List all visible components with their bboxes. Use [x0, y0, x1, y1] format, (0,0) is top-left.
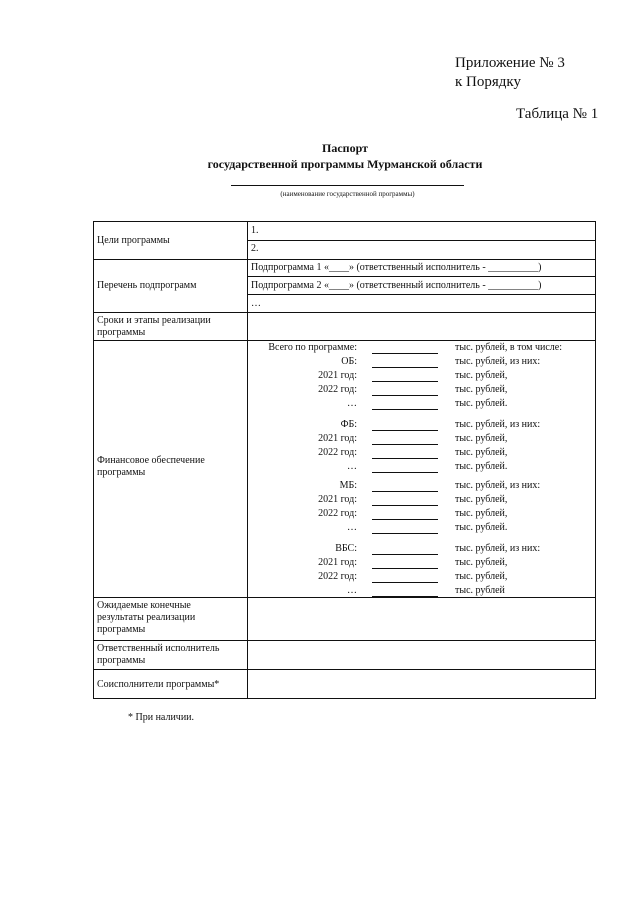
finance-row — [94, 585, 595, 599]
finance-amount-blank — [372, 353, 438, 354]
finance-row — [94, 461, 595, 475]
goal-item-1: 1. — [251, 225, 259, 236]
finance-row-unit: тыс. рублей, из них: — [455, 356, 541, 367]
finance-row — [94, 419, 595, 433]
finance-amount-blank — [372, 444, 438, 445]
row-divider — [94, 340, 595, 341]
row-divider — [94, 312, 595, 313]
finance-row-label: 2022 год: — [318, 384, 357, 395]
results-label — [97, 600, 195, 636]
finance-row-unit: тыс. рублей, — [455, 557, 508, 568]
finance-row — [94, 557, 595, 571]
finance-row-label: 2022 год: — [318, 571, 357, 582]
finance-amount-blank — [372, 472, 438, 473]
terms-label-line-2: программы — [97, 327, 146, 338]
appendix-header — [455, 54, 565, 92]
finance-row-label: ОБ: — [341, 356, 357, 367]
finance-row-unit: тыс. рублей. — [455, 522, 508, 533]
finance-row-label: Всего по программе: — [268, 342, 357, 353]
finance-row — [94, 480, 595, 494]
finance-amount-blank — [372, 568, 438, 569]
row-divider — [94, 669, 595, 670]
subrow-divider — [247, 294, 595, 295]
finance-row-unit: тыс. рублей, — [455, 447, 508, 458]
finance-row-label: 2021 год: — [318, 557, 357, 568]
finance-row-label: … — [347, 461, 357, 472]
responsible-label-line-1: Ответственный исполнитель — [97, 643, 220, 654]
finance-row-unit: тыс. рублей, из них: — [455, 480, 541, 491]
subprogram-item-1: Подпрограмма 1 «____» (ответственный исполнитель - __________) — [251, 262, 542, 273]
finance-row — [94, 508, 595, 522]
program-name-caption: (наименование государственной программы) — [280, 190, 415, 198]
row-divider — [94, 259, 595, 260]
finance-row-unit: тыс. рублей, из них: — [455, 419, 541, 430]
finance-row — [94, 571, 595, 585]
finance-row-label: 2021 год: — [318, 433, 357, 444]
finance-amount-blank — [372, 430, 438, 431]
responsible-label — [97, 643, 219, 667]
finance-row — [94, 370, 595, 384]
title-line-2: государственной программы Мурманской области — [207, 157, 483, 171]
finance-amount-blank — [372, 582, 438, 583]
row-divider — [94, 640, 595, 641]
finance-row — [94, 447, 595, 461]
appendix-line-1: Приложение № 3 — [455, 55, 565, 71]
finance-row — [94, 494, 595, 508]
finance-amount-blank — [372, 395, 438, 396]
finance-row-unit: тыс. рублей, — [455, 370, 508, 381]
finance-row — [94, 522, 595, 536]
finance-row-label: … — [347, 585, 357, 596]
finance-row-label: … — [347, 522, 357, 533]
finance-amount-blank — [372, 367, 438, 368]
finance-amount-blank — [372, 381, 438, 382]
finance-amount-blank — [372, 533, 438, 534]
finance-amount-blank — [372, 505, 438, 506]
results-label-line-3: программы — [97, 624, 146, 635]
coexecutors-label: Соисполнители программы* — [97, 679, 220, 690]
terms-label — [97, 315, 211, 339]
finance-row-label: 2022 год: — [318, 447, 357, 458]
finance-row-unit: тыс. рублей — [455, 585, 505, 596]
subprograms-label: Перечень подпрограмм — [97, 280, 197, 291]
finance-row-unit: тыс. рублей. — [455, 461, 508, 472]
finance-row-label: ВБС: — [335, 543, 357, 554]
finance-row-unit: тыс. рублей, из них: — [455, 543, 541, 554]
finance-amount-blank — [372, 491, 438, 492]
finance-row-label: 2022 год: — [318, 508, 357, 519]
finance-row — [94, 356, 595, 370]
goal-item-2: 2. — [251, 243, 259, 254]
subprogram-item-2: Подпрограмма 2 «____» (ответственный исполнитель - __________) — [251, 280, 542, 291]
goals-label: Цели программы — [97, 235, 170, 246]
finance-row-label: 2021 год: — [318, 494, 357, 505]
finance-row — [94, 543, 595, 557]
title-line-1: Паспорт — [322, 141, 368, 155]
finance-row-unit: тыс. рублей, — [455, 384, 508, 395]
finance-row-unit: тыс. рублей, в том числе: — [455, 342, 563, 353]
finance-amount-blank — [372, 596, 438, 597]
finance-label-line-2: программы — [97, 467, 146, 478]
finance-amount-blank — [372, 409, 438, 410]
terms-label-line-1: Сроки и этапы реализации — [97, 315, 211, 326]
responsible-label-line-2: программы — [97, 655, 146, 666]
finance-row — [94, 433, 595, 447]
results-label-line-1: Ожидаемые конечные — [97, 600, 191, 611]
finance-amount-blank — [372, 458, 438, 459]
appendix-line-2: к Порядку — [455, 74, 521, 90]
finance-row — [94, 384, 595, 398]
finance-row-label: МБ: — [339, 480, 357, 491]
finance-row-unit: тыс. рублей, — [455, 433, 508, 444]
footnote: * При наличии. — [128, 712, 195, 723]
finance-row-label: 2021 год: — [318, 370, 357, 381]
results-label-line-2: результаты реализации — [97, 612, 196, 623]
finance-row — [94, 398, 595, 412]
finance-amount-blank — [372, 519, 438, 520]
table-number: Таблица № 1 — [516, 106, 599, 122]
finance-row-label: ФБ: — [340, 419, 357, 430]
passport-table — [93, 221, 596, 699]
finance-row-unit: тыс. рублей. — [455, 398, 508, 409]
finance-label-line-1: Финансовое обеспечение — [97, 455, 205, 466]
finance-row — [94, 342, 595, 356]
finance-row-unit: тыс. рублей, — [455, 571, 508, 582]
subprogram-item-3: … — [251, 298, 261, 309]
program-name-blank — [231, 185, 464, 186]
finance-row-unit: тыс. рублей, — [455, 494, 508, 505]
subrow-divider — [247, 276, 595, 277]
subrow-divider — [247, 240, 595, 241]
document-title — [0, 140, 640, 172]
finance-amount-blank — [372, 554, 438, 555]
finance-row-label: … — [347, 398, 357, 409]
finance-row-unit: тыс. рублей, — [455, 508, 508, 519]
